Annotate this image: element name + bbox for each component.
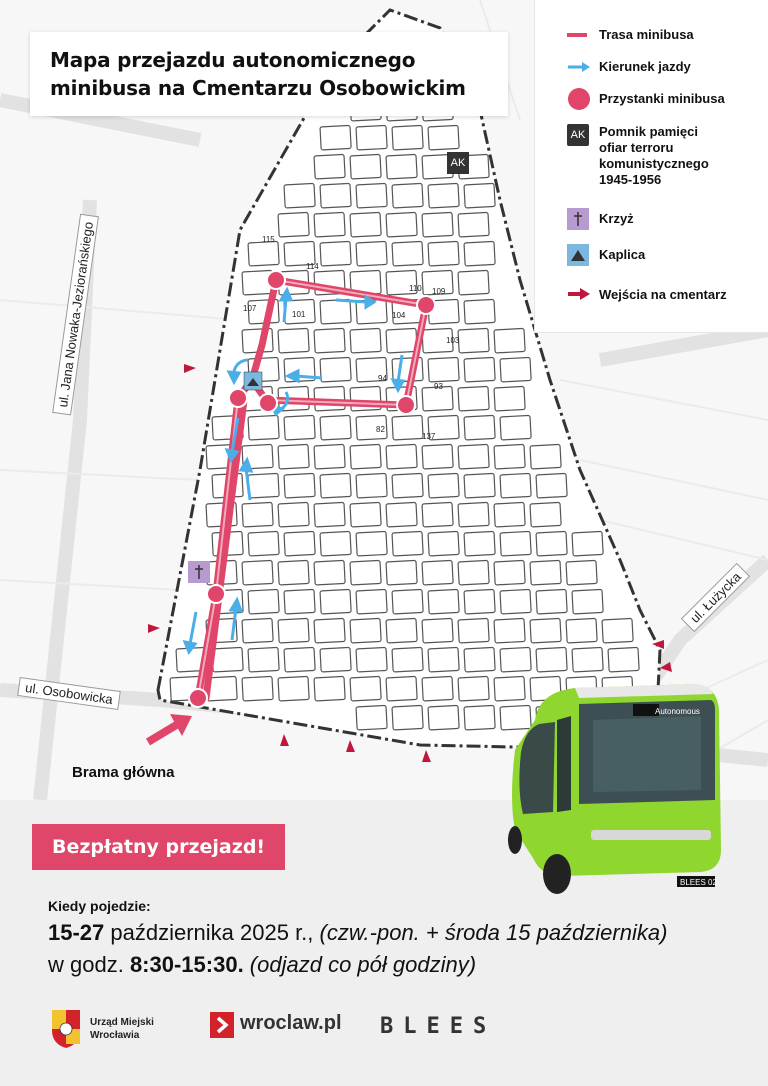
section-label: 101 bbox=[292, 310, 306, 319]
cemetery-section bbox=[500, 357, 531, 382]
cemetery-section bbox=[386, 154, 417, 179]
cemetery-section bbox=[278, 560, 309, 585]
cemetery-section bbox=[278, 328, 309, 353]
cemetery-section bbox=[392, 125, 423, 150]
monument-line-1: Pomnik pamięci bbox=[599, 124, 698, 139]
cemetery-section bbox=[242, 676, 273, 701]
cemetery-section bbox=[464, 415, 495, 440]
cemetery-section bbox=[314, 502, 345, 527]
section-label: 137 bbox=[422, 432, 436, 441]
cemetery-section bbox=[284, 589, 315, 614]
cemetery-section bbox=[284, 647, 315, 672]
cemetery-section bbox=[422, 676, 453, 701]
cemetery-section bbox=[314, 618, 345, 643]
hours-italic: (odjazd co pół godziny) bbox=[243, 952, 477, 977]
blees-logo: BLEES bbox=[380, 1014, 497, 1039]
free-ride-banner: Bezpłatny przejazd! bbox=[32, 824, 285, 870]
cemetery-section bbox=[572, 647, 603, 672]
cemetery-section bbox=[248, 589, 279, 614]
cemetery-section bbox=[278, 444, 309, 469]
cemetery-section bbox=[320, 183, 351, 208]
cemetery-section bbox=[428, 647, 459, 672]
cross-icon bbox=[188, 561, 210, 583]
cemetery-section bbox=[464, 705, 495, 730]
cemetery-section bbox=[422, 444, 453, 469]
legend-stops-label: Przystanki minibusa bbox=[599, 91, 725, 106]
cemetery-section bbox=[350, 560, 381, 585]
cemetery-section bbox=[386, 212, 417, 237]
cemetery-section bbox=[458, 212, 489, 237]
cemetery-section bbox=[500, 647, 531, 672]
cemetery-section bbox=[458, 328, 489, 353]
cemetery-section bbox=[464, 589, 495, 614]
cemetery-section bbox=[356, 241, 387, 266]
cemetery-section bbox=[278, 676, 309, 701]
cemetery-section bbox=[428, 473, 459, 498]
hours-bold: 8:30-15:30. bbox=[129, 952, 244, 977]
cemetery-section bbox=[464, 531, 495, 556]
cemetery-section bbox=[386, 618, 417, 643]
cemetery-section bbox=[530, 618, 561, 643]
page-title bbox=[50, 46, 466, 102]
cemetery-section bbox=[350, 502, 381, 527]
monument-line-2: ofiar terroru bbox=[599, 140, 674, 155]
wroclaw-coat-of-arms-icon bbox=[50, 1008, 82, 1048]
cemetery-section bbox=[422, 502, 453, 527]
bus-plate: BLEES 02 bbox=[680, 878, 717, 887]
logos-bar bbox=[0, 1000, 768, 1060]
cemetery-section bbox=[242, 502, 273, 527]
cemetery-section bbox=[392, 357, 423, 382]
legend-chapel-label: Kaplica bbox=[599, 247, 646, 262]
cemetery-section bbox=[314, 212, 345, 237]
main-gate-label: Brama główna bbox=[72, 764, 175, 781]
chapel-icon bbox=[244, 372, 262, 390]
cemetery-section bbox=[530, 502, 561, 527]
cemetery-section bbox=[356, 125, 387, 150]
map-title-box bbox=[30, 32, 508, 116]
cemetery-section bbox=[422, 618, 453, 643]
dates-rest: października 2025 r., bbox=[104, 920, 320, 945]
cemetery-section bbox=[278, 618, 309, 643]
dates-italic: (czw.-pon. + środa 15 października) bbox=[319, 920, 668, 945]
direction-arrow-icon bbox=[567, 59, 591, 75]
cemetery-section bbox=[356, 183, 387, 208]
cemetery-section bbox=[458, 386, 489, 411]
cemetery-section bbox=[320, 589, 351, 614]
cemetery-section bbox=[428, 241, 459, 266]
cemetery-section bbox=[536, 647, 567, 672]
cemetery-section bbox=[566, 618, 597, 643]
cemetery-section bbox=[350, 212, 381, 237]
cemetery-section bbox=[350, 444, 381, 469]
route-line-icon bbox=[567, 33, 587, 37]
cemetery-section bbox=[428, 125, 459, 150]
cemetery-section bbox=[536, 473, 567, 498]
cemetery-section bbox=[278, 502, 309, 527]
cemetery-section bbox=[248, 647, 279, 672]
cemetery-section bbox=[212, 647, 243, 672]
cemetery-section bbox=[536, 589, 567, 614]
cemetery-section bbox=[314, 676, 345, 701]
monument-line-4: 1945-1956 bbox=[599, 172, 662, 187]
cemetery-section bbox=[392, 531, 423, 556]
cemetery-section bbox=[572, 589, 603, 614]
chapel-legend-icon bbox=[567, 244, 589, 266]
cemetery-section bbox=[392, 589, 423, 614]
section-label: 104 bbox=[392, 311, 406, 320]
cemetery-section bbox=[386, 560, 417, 585]
cemetery-section bbox=[248, 241, 279, 266]
legend-entrances-label: Wejścia na cmentarz bbox=[599, 287, 727, 302]
cemetery-section bbox=[500, 415, 531, 440]
cemetery-section bbox=[422, 560, 453, 585]
cemetery-section bbox=[356, 473, 387, 498]
legend-direction-label: Kierunek jazdy bbox=[599, 59, 691, 74]
section-label: 94 bbox=[378, 374, 387, 383]
cemetery-section bbox=[464, 647, 495, 672]
cemetery-section bbox=[494, 502, 525, 527]
cemetery-section bbox=[320, 415, 351, 440]
cemetery-section bbox=[350, 328, 381, 353]
cemetery-section bbox=[428, 357, 459, 382]
main-gate-arrow bbox=[148, 714, 192, 742]
dates-bold: 15-27 bbox=[48, 920, 105, 945]
cemetery-section bbox=[350, 154, 381, 179]
cemetery-section bbox=[320, 241, 351, 266]
legend-cross-label: Krzyż bbox=[599, 211, 634, 226]
legend-route-label: Trasa minibusa bbox=[599, 27, 694, 42]
cemetery-section bbox=[392, 241, 423, 266]
cemetery-section bbox=[320, 531, 351, 556]
wroclaw-pl-logo: wroclaw.pl bbox=[240, 1012, 342, 1034]
minibus-image bbox=[505, 680, 725, 900]
wroclaw-pl-icon bbox=[210, 1012, 234, 1038]
cemetery-section bbox=[458, 560, 489, 585]
cemetery-section bbox=[356, 531, 387, 556]
map-ak-label: AK bbox=[450, 157, 466, 169]
cemetery-section bbox=[320, 357, 351, 382]
cemetery-section bbox=[602, 618, 633, 643]
schedule-dates bbox=[48, 920, 667, 946]
cemetery-section bbox=[314, 328, 345, 353]
cemetery-section bbox=[494, 618, 525, 643]
cemetery-section bbox=[422, 212, 453, 237]
um-logo-line-2: Wrocławia bbox=[90, 1030, 140, 1041]
schedule-hours bbox=[48, 952, 476, 978]
cemetery-section bbox=[494, 386, 525, 411]
cemetery-section bbox=[284, 183, 315, 208]
cemetery-section bbox=[248, 473, 279, 498]
cemetery-section bbox=[458, 502, 489, 527]
cemetery-section bbox=[494, 560, 525, 585]
cemetery-section bbox=[386, 328, 417, 353]
section-label: 115 bbox=[262, 235, 275, 244]
cemetery-section bbox=[386, 444, 417, 469]
bus-sign: Autonomous bbox=[655, 707, 700, 716]
cemetery-section bbox=[392, 183, 423, 208]
cemetery-section bbox=[242, 618, 273, 643]
cemetery-section bbox=[428, 183, 459, 208]
monument-line-3: komunistycznego bbox=[599, 156, 709, 171]
section-label: 107 bbox=[243, 304, 257, 313]
cemetery-section bbox=[350, 618, 381, 643]
cemetery-section bbox=[494, 444, 525, 469]
ak-monument-legend-icon: AK bbox=[567, 124, 589, 146]
cemetery-section bbox=[392, 647, 423, 672]
cemetery-section bbox=[500, 473, 531, 498]
street-label-nowaka: ul. Jana Nowaka-Jeziorańskiego bbox=[52, 214, 99, 416]
cemetery-section bbox=[320, 647, 351, 672]
cemetery-section bbox=[458, 676, 489, 701]
cemetery-section bbox=[314, 154, 345, 179]
cemetery-section bbox=[392, 705, 423, 730]
title-line-2: minibusa na Cmentarzu Osobowickim bbox=[50, 76, 466, 100]
cemetery-section bbox=[320, 473, 351, 498]
cemetery-section bbox=[320, 125, 351, 150]
cemetery-section bbox=[278, 212, 309, 237]
map-legend bbox=[534, 0, 768, 333]
cemetery-section bbox=[242, 560, 273, 585]
cemetery-section bbox=[356, 705, 387, 730]
street-label-osobowicka: ul. Osobowicka bbox=[17, 677, 121, 710]
entrance-arrow-icon bbox=[567, 286, 591, 302]
cemetery-section bbox=[428, 705, 459, 730]
cemetery-section bbox=[386, 502, 417, 527]
cemetery-section bbox=[392, 473, 423, 498]
cemetery-section bbox=[464, 183, 495, 208]
cemetery-section bbox=[608, 647, 639, 672]
cemetery-section bbox=[500, 531, 531, 556]
cemetery-section bbox=[566, 560, 597, 585]
cemetery-section bbox=[320, 299, 351, 324]
cemetery-section bbox=[458, 270, 489, 295]
cemetery-section bbox=[392, 415, 423, 440]
section-label: 114 bbox=[306, 262, 319, 271]
cross-legend-icon bbox=[567, 208, 589, 230]
cemetery-section bbox=[284, 531, 315, 556]
cemetery-section bbox=[572, 531, 603, 556]
cemetery-section bbox=[464, 299, 495, 324]
cemetery-section bbox=[356, 647, 387, 672]
cemetery-section bbox=[536, 531, 567, 556]
cemetery-section bbox=[464, 357, 495, 382]
cemetery-section bbox=[248, 531, 279, 556]
cemetery-section bbox=[464, 473, 495, 498]
cemetery-section bbox=[428, 589, 459, 614]
cemetery-section bbox=[284, 473, 315, 498]
cemetery-section bbox=[248, 415, 279, 440]
cemetery-section bbox=[314, 560, 345, 585]
section-label: 109 bbox=[432, 287, 446, 296]
cemetery-section bbox=[350, 676, 381, 701]
section-label: 93 bbox=[434, 382, 443, 391]
cemetery-section bbox=[530, 560, 561, 585]
hours-prefix: w godz. bbox=[48, 952, 130, 977]
cemetery-section bbox=[494, 328, 525, 353]
cemetery-section bbox=[458, 618, 489, 643]
stop-dot-icon bbox=[568, 88, 590, 110]
cemetery-section bbox=[356, 589, 387, 614]
um-logo-line-1: Urząd Miejski bbox=[90, 1017, 154, 1028]
cemetery-section bbox=[464, 241, 495, 266]
section-label: 82 bbox=[376, 425, 385, 434]
title-line-1: Mapa przejazdu autonomicznego bbox=[50, 48, 416, 72]
cemetery-section bbox=[458, 444, 489, 469]
cemetery-section bbox=[530, 444, 561, 469]
cemetery-section bbox=[428, 531, 459, 556]
cemetery-section bbox=[284, 415, 315, 440]
cemetery-section bbox=[500, 589, 531, 614]
section-label: 103 bbox=[446, 336, 460, 345]
cemetery-section bbox=[314, 444, 345, 469]
cemetery-section bbox=[386, 676, 417, 701]
schedule-heading: Kiedy pojedzie: bbox=[48, 898, 151, 914]
section-label: 110 bbox=[409, 284, 422, 293]
street-label-luzycka: ul. Łużycka bbox=[681, 563, 750, 632]
